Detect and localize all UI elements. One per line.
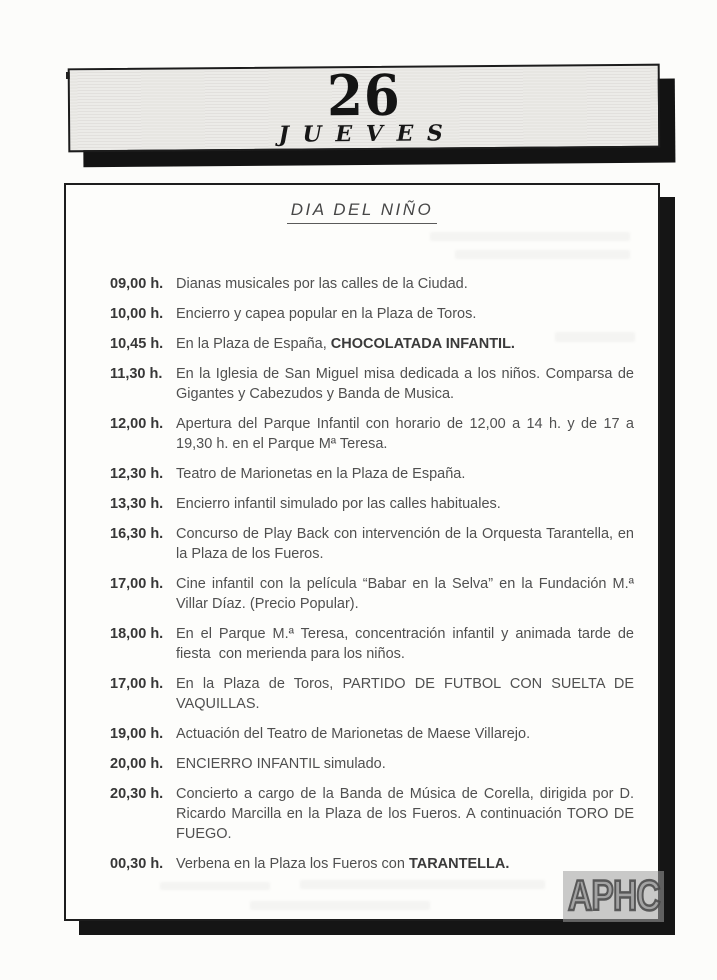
schedule-time: 19,00 h. — [110, 726, 164, 742]
schedule-row — [66, 674, 658, 714]
schedule-time: 18,00 h. — [110, 626, 164, 642]
event-highlight: TARANTELLA. — [408, 856, 510, 872]
schedule-text — [176, 304, 658, 324]
scan-artifact — [160, 882, 270, 890]
event-text-segment: Verbena en la Plaza los Fueros con — [176, 856, 409, 872]
scan-artifact — [455, 250, 630, 259]
schedule-row — [66, 274, 658, 294]
schedule-time: 09,00 h. — [110, 276, 164, 292]
event-text-segment: En la Plaza de Toros, PARTIDO DE FUTBOL CON SUELTA DE VAQUILLAS. — [176, 676, 639, 712]
schedule-text — [176, 724, 658, 744]
schedule-text — [176, 754, 658, 774]
watermark-text: APHC — [567, 872, 660, 920]
schedule-time: 11,30 h. — [110, 366, 163, 382]
schedule-row — [66, 524, 658, 564]
scan-artifact — [430, 232, 630, 241]
event-text-segment: Apertura del Parque Infantil con horario de 12,00 a 14 h. y de 17 a 19,30 h. en el Parque Mª Teresa. — [176, 416, 639, 452]
program-box — [64, 183, 660, 921]
schedule-time: 17,00 h. — [110, 576, 164, 592]
event-text-segment: Concurso de Play Back con intervención de la Orquesta Tarantella, en la Plaza de los Fueros. — [176, 526, 639, 562]
schedule-time: 17,00 h. — [110, 676, 164, 692]
schedule-time: 16,30 h. — [110, 526, 164, 542]
scan-artifact — [300, 880, 545, 889]
schedule-text — [176, 624, 658, 664]
schedule-text — [176, 364, 658, 404]
schedule-row — [66, 494, 658, 514]
schedule-row — [66, 574, 658, 614]
event-text-segment: En el Parque M.ª Teresa, concentración infantil y animada tarde de fiesta con merienda para los niños. — [176, 626, 639, 662]
event-text-segment: Encierro infantil simulado por las calles habituales. — [176, 496, 501, 512]
event-text-segment: Actuación del Teatro de Marionetas de Maese Villarejo. — [176, 726, 531, 742]
schedule-row — [66, 304, 658, 324]
schedule-time: 13,30 h. — [110, 496, 164, 512]
page-title: DIA DEL NIÑO — [287, 200, 437, 224]
day-name: JUEVES — [278, 120, 457, 148]
schedule-time: 12,30 h. — [110, 466, 164, 482]
schedule-time: 10,00 h. — [110, 306, 164, 322]
day-header — [68, 64, 661, 153]
schedule-row — [66, 464, 658, 484]
schedule-row — [66, 754, 658, 774]
event-text-segment: Cine infantil con la película “Babar en la Selva” en la Fundación M.ª Villar Díaz. (Precio Popular). — [176, 576, 639, 612]
event-text-segment: ENCIERRO INFANTIL simulado. — [176, 756, 386, 772]
scan-artifact — [555, 332, 635, 342]
schedule-row — [66, 784, 658, 844]
schedule-time: 20,00 h. — [110, 756, 164, 772]
schedule-list — [66, 274, 658, 874]
event-text-segment: Dianas musicales por las calles de la Ciudad. — [176, 276, 468, 292]
event-text-segment: En la Iglesia de San Miguel misa dedicada a los niños. Comparsa de Gigantes y Cabezudos y Banda de Musica. — [176, 366, 639, 402]
schedule-time: 00,30 h. — [110, 856, 164, 872]
day-header-plaque — [68, 64, 661, 153]
schedule-row — [66, 724, 658, 744]
schedule-time: 12,00 h. — [110, 416, 164, 432]
event-text-segment: En la Plaza de España, — [176, 336, 331, 352]
program-section — [64, 183, 660, 921]
day-number: 26 — [326, 62, 401, 130]
watermark-stamp — [563, 871, 664, 922]
schedule-row — [66, 624, 658, 664]
event-text-segment: Concierto a cargo de la Banda de Música de Corella, dirigida por D. Ricardo Marcilla en la Plaza de los Fueros. A continuación TORO DE FUEGO. — [176, 786, 639, 842]
schedule-time: 20,30 h. — [110, 786, 164, 802]
schedule-text — [176, 494, 658, 514]
schedule-time: 10,45 h. — [110, 336, 164, 352]
event-highlight: CHOCOLATADA INFANTIL. — [330, 336, 515, 352]
event-text-segment: Encierro y capea popular en la Plaza de Toros. — [176, 306, 477, 322]
event-text-segment: Teatro de Marionetas en la Plaza de España. — [176, 466, 466, 482]
schedule-text — [176, 784, 658, 844]
schedule-text — [176, 674, 658, 714]
schedule-text — [176, 414, 658, 454]
schedule-row — [66, 364, 658, 404]
schedule-row — [66, 414, 658, 454]
schedule-text — [176, 574, 658, 614]
schedule-text — [176, 524, 658, 564]
schedule-text — [176, 464, 658, 484]
scan-artifact — [250, 901, 430, 910]
schedule-text — [176, 274, 658, 294]
